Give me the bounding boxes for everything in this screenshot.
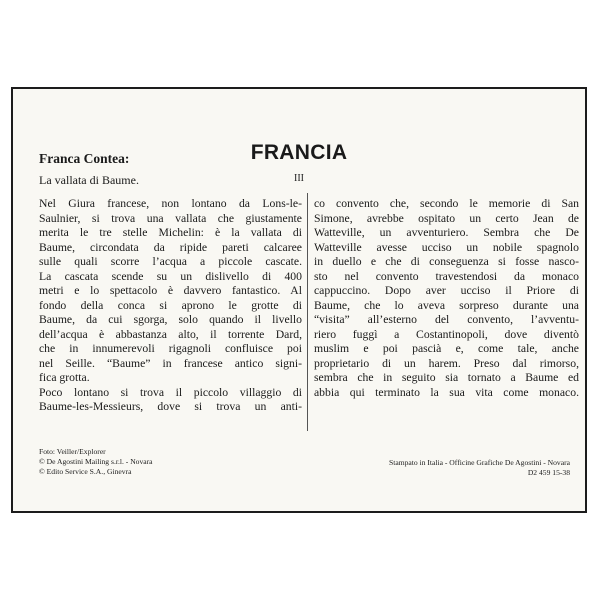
text-line: cappuccino. Dopo aver ucciso il Priore di	[314, 284, 579, 297]
text-line: Baume, da cui sgorga, solo quando il livello	[39, 313, 302, 326]
postcard-back	[11, 87, 587, 513]
text-line: co convento che, secondo le memorie di San	[314, 197, 579, 210]
text-line: “visita” all’esterno del convento, l’avventu-	[314, 313, 579, 326]
credit-line: © De Agostini Mailing s.r.l. - Novara	[39, 457, 153, 466]
text-line: sto nel convento travestendosi da monaco	[314, 269, 579, 283]
text-line: Baume, che lo aveva sorpreso durante una	[314, 298, 579, 312]
text-line: Simone, avrebbe ospitato un certo Jean de	[314, 211, 579, 225]
text-line: proprietario di un harem. Preso dal rimorso,	[314, 356, 579, 370]
text-line: riero fuggì a Costantinopoli, dove diventò	[314, 327, 579, 341]
text-line: Nel Giura francese, non lontano da Lons-le-	[39, 197, 302, 210]
photo-credits	[39, 447, 153, 477]
text-line: sembra che in seguito sia tornato a Baume ed	[314, 371, 579, 384]
text-line: merita le tre stelle Michelin: è la vallata di	[39, 226, 302, 239]
text-line: che in innumerevoli rigagnoli confluisce poi	[39, 342, 302, 355]
text-line: muslim e poi pascià e, come tale, anche	[314, 342, 579, 355]
text-line: La cascata scende su un dislivello di 400	[39, 269, 302, 283]
printer-code: D2 459 15-38	[527, 468, 570, 477]
text-line: Watteville avesse ucciso un nobile spagnolo	[314, 240, 579, 254]
region-heading: Franca Contea:	[39, 151, 130, 166]
text-line: metri e lo spettacolo è davvero fantastico. Al	[39, 284, 302, 297]
text-line: nel Seille. “Baume” in francese antico signi-	[39, 356, 302, 370]
text-line: Watteville, un avventuriero. Sembra che De	[314, 226, 579, 239]
printer-line: Stampato in Italia - Officine Grafiche De Agostini - Novara	[389, 458, 570, 467]
text-line: dell’acqua è abbastanza alto, il torrente Dard,	[39, 327, 302, 341]
column-divider	[307, 193, 308, 431]
text-line: fondo della conca si aprono le grotte di	[39, 298, 302, 312]
printer-info	[389, 458, 570, 478]
card-title: FRANCIA	[250, 141, 348, 164]
text-line: fica grotta.	[39, 371, 90, 384]
text-line: Saulnier, si trova una vallata che giustamente	[39, 211, 302, 225]
text-line: Baume, circondata da ripide pareti calcaree	[39, 240, 302, 254]
card-subtitle: La vallata di Baume.	[39, 173, 139, 187]
text-line: Poco lontano si trova il piccolo villaggio di	[39, 385, 302, 399]
right-text-column	[314, 197, 579, 400]
left-text-column	[39, 197, 302, 415]
credit-line: Foto: Veiller/Explorer	[39, 447, 106, 456]
text-line: in duello e che di conseguenza si fosse nasco-	[314, 255, 579, 268]
text-line: Baume-les-Messieurs, dove si trova un anti-	[39, 400, 302, 413]
text-line: sulle quali scorre l’acqua a piccole cascate.	[39, 255, 302, 268]
credit-line: © Edito Service S.A., Ginevra	[39, 467, 132, 476]
text-line: abbia qui terminato la sua vita come monaco.	[314, 385, 579, 399]
card-number: III	[294, 173, 304, 184]
